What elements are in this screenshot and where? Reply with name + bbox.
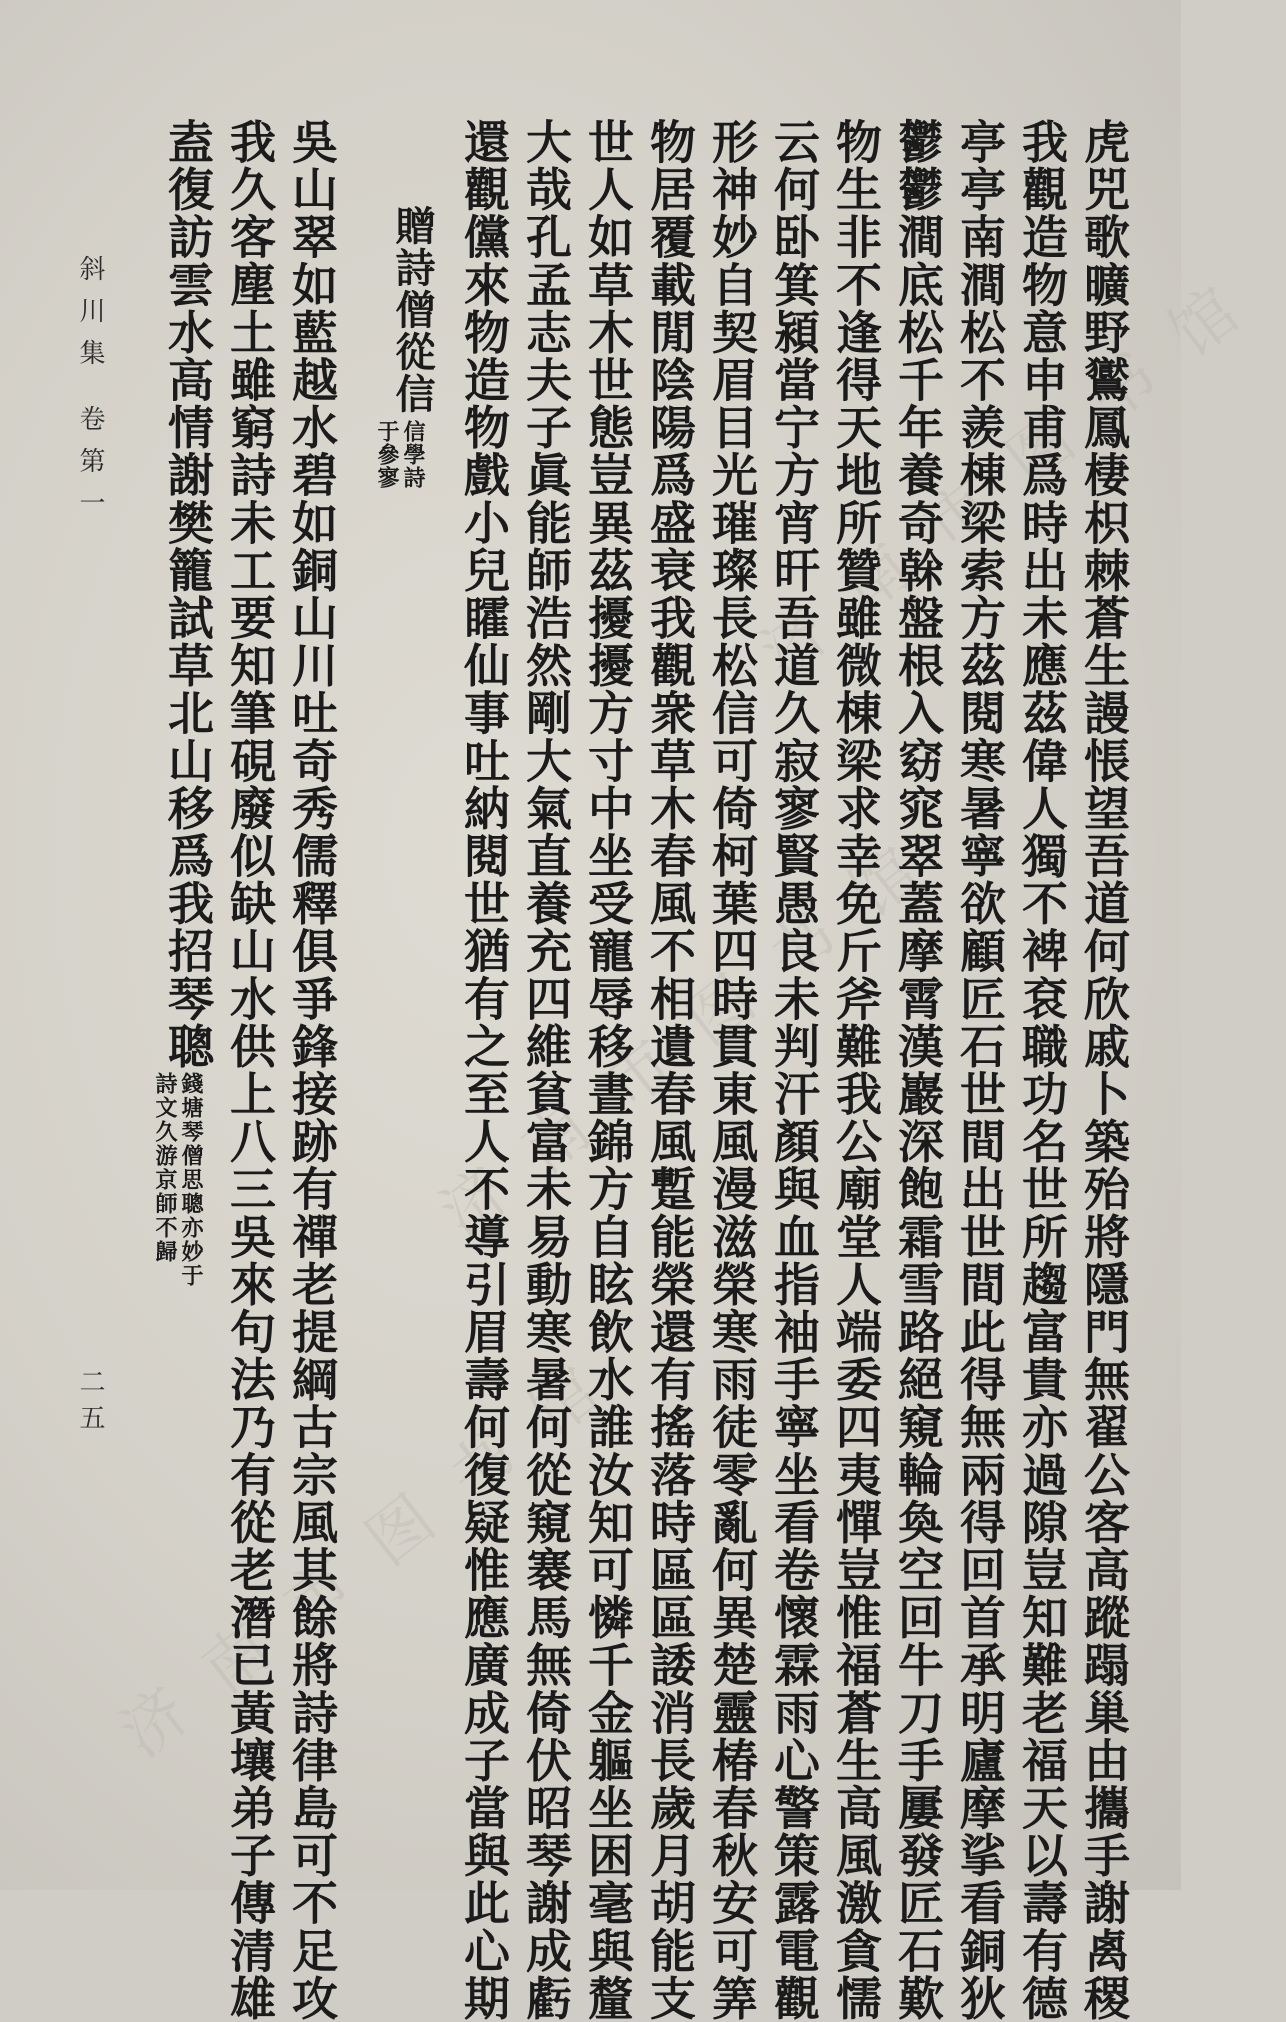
text-column-3: 亭亭南澗松不羨棟梁索方茲閱寒暑寧欲顧匠石世間出世間此得無兩得回首承明廬摩挲看銅狄 [953,118,1007,2022]
text-column-8: 物居覆載閒陰陽爲盛衰我觀衆草木春風不相遺春風蹔能榮還有搖落時區區諉消長歲月胡能支 [643,118,697,2022]
end-note-line-1: 錢塘琴僧思聰亦妙于 [178,1072,204,1288]
text-column-9: 世人如草木世態豈異茲擾擾方寸中坐受寵辱移晝錦方自眩飲水誰汝知可憐千金軀坐困毫與釐 [581,118,635,2022]
watermark-stamp: 济南市图书馆 [427,809,965,1252]
margin-volume: 卷第一 [75,405,105,531]
poem-column-2: 我久客塵土雖窮詩未工要知筆硯廢似缺山水供上八三吳來句法乃有從老潛已黃壤弟子傳清雄 [223,118,277,2022]
margin-book-title: 斜川集 [75,255,105,381]
margin-page-number: 二五 [75,1368,105,1440]
poem-title: 贈詩僧從信 [389,205,436,415]
end-note-line-2: 詩文久游京師不歸 [152,1072,178,1264]
text-column-11: 還觀儻來物造物戲小兒矐仙事吐納閱世猶有之至人不導引眉壽何復疑惟應廣成子當與此心期 [457,118,511,2022]
title-note-line-2: 于參寥 [374,420,400,489]
text-column-6: 云何卧箕潁當宁方宵旰吾道久寂寥賢愚良未判汗顏與血指袖手寧坐看卷懷霖雨心警策露電觀 [767,118,821,2022]
text-column-5: 物生非不逢得天地所贊雖微棟梁求幸免斤斧難我公廟堂人端委四夷憚豈惟福蒼生高風激貪懦 [829,118,883,2022]
text-column-2: 我觀造物意申甫爲時出未應茲偉人獨不裨袞職功名世所趨富貴亦過隙豈知難老福天以壽有德 [1015,118,1069,2022]
text-column-4: 鬱鬱澗底松千年養奇榦盤根入窈窕翠蓋摩霄漢巖深飽霜雪路絕窺輪奐空回牛刀手屢發匠石歎 [891,118,945,2022]
text-column-1: 虎兕歌曠野鸑鳳棲枳棘蒼生謾悵望吾道何欣戚卜築殆將隱門無翟公客高蹤蹋巢由攜手謝禼稷 [1077,118,1131,2022]
title-note-line-1: 信學詩 [400,420,426,489]
poem-column-1: 吳山翠如藍越水碧如銅山川吐奇秀儒釋俱爭鋒接跡有禪老提綱古宗風其餘將詩律島可不足攻 [285,118,339,2022]
text-column-7: 形神妙自契眉目光璀璨長松信可倚柯葉四時貫東風漫滋榮寒雨徒零亂何異楚靈椿春秋安可筭 [705,118,759,2022]
watermark-stamp: 济南市图书馆 [747,249,1285,692]
poem-column-3: 盍復訪雲水高情謝樊籠試草北山移爲我招琴聰 [161,118,215,1070]
watermark-stamp: 济南市图书馆 [107,1329,645,1772]
text-column-10: 大哉孔孟志夫子眞能師浩然剛大氣直養充四維貧富未易動寒暑何從窺褰馬無倚伏昭琴謝成虧 [519,118,573,2022]
